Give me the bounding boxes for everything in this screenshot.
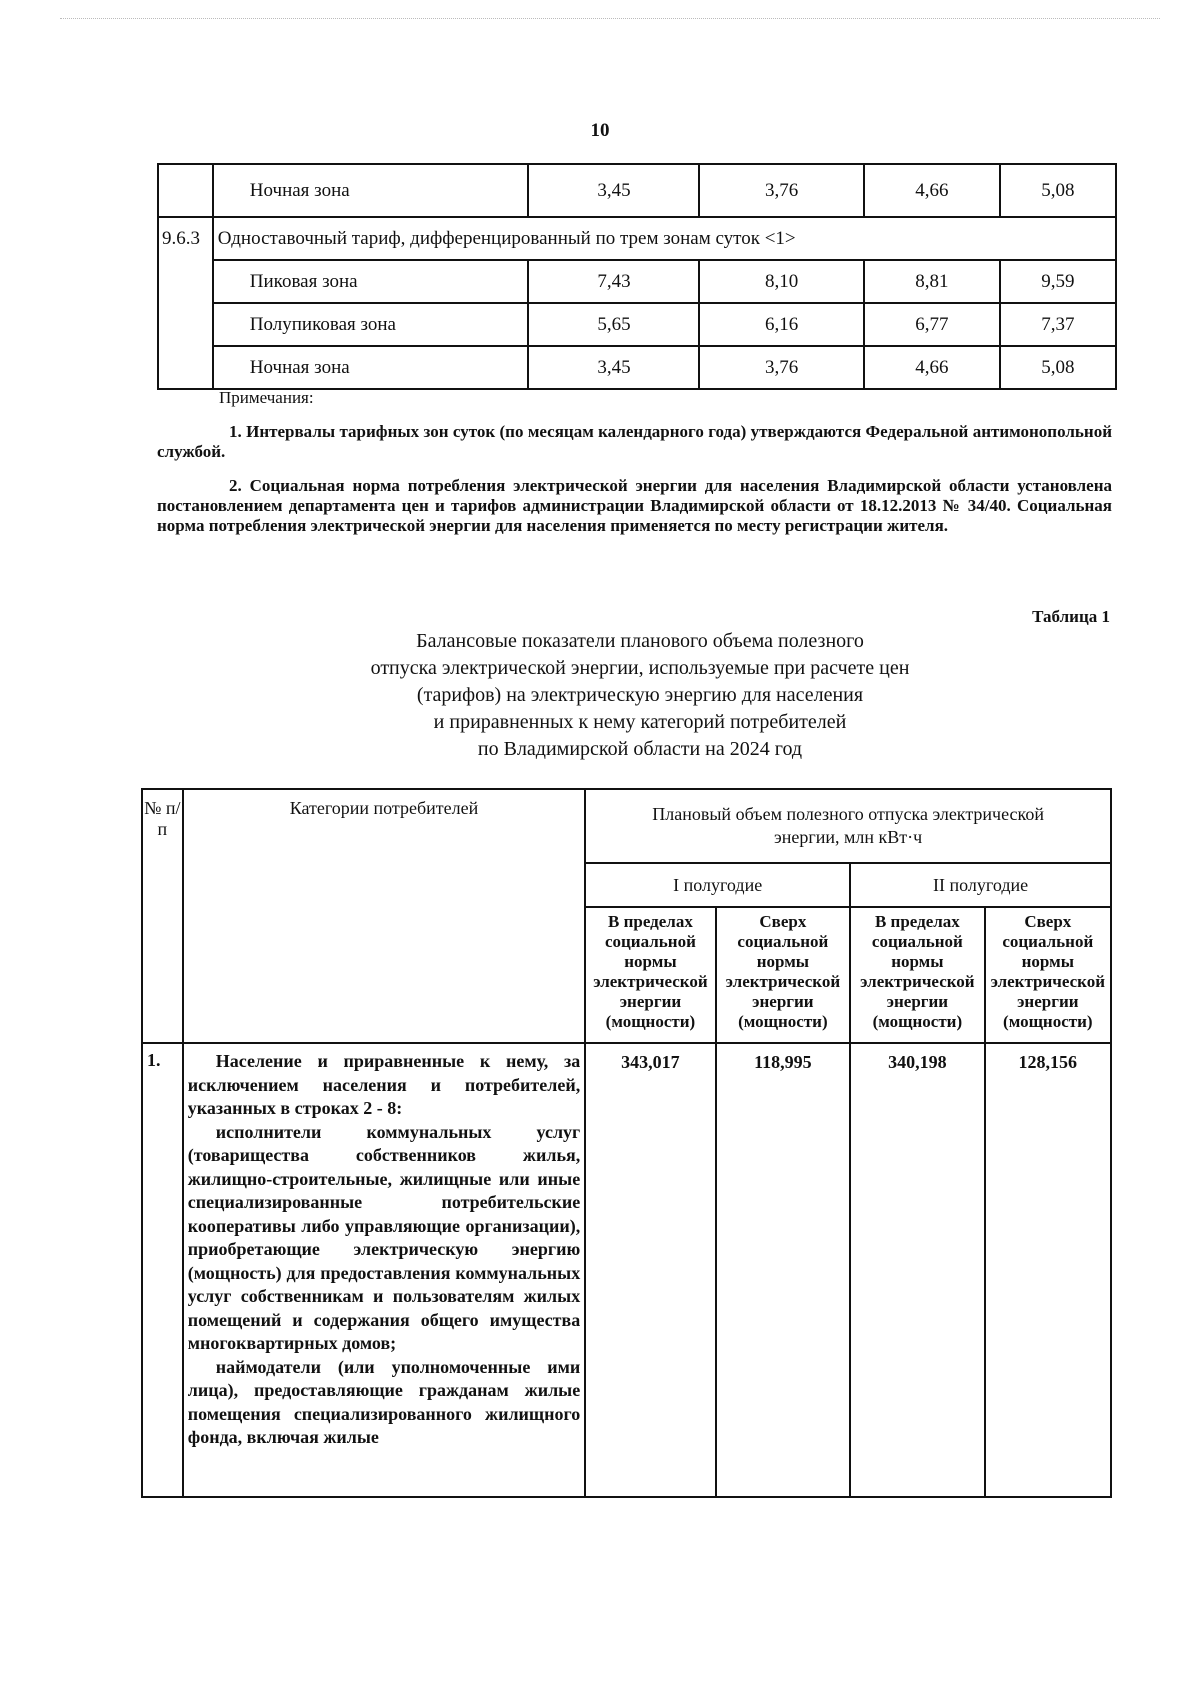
tariff-value: 6,16: [699, 303, 863, 346]
tariff-value: 7,43: [528, 260, 699, 303]
notes-block: [157, 388, 1112, 536]
tariff-value: 3,45: [528, 346, 699, 389]
page-number: 10: [590, 120, 610, 141]
title-line: (тарифов) на электрическую энергию для населения: [416, 684, 864, 706]
volume-value: 118,995: [716, 1043, 850, 1497]
title-line: по Владимирской области на 2024 год: [477, 738, 803, 760]
header-within-norm: В пределах социальной нормы электрической энергии (мощности): [850, 907, 984, 1043]
volume-value: 343,017: [585, 1043, 715, 1497]
header-within-norm: В пределах социальной нормы электрической энергии (мощности): [585, 907, 715, 1043]
tariff-value: 5,08: [1000, 164, 1116, 217]
row-code: 9.6.3: [158, 217, 213, 389]
tariff-value: 3,76: [699, 164, 863, 217]
header-row: [142, 789, 1111, 863]
table-row: [158, 260, 1116, 303]
header-half1: I полугодие: [585, 863, 850, 907]
table-row: [142, 1043, 1111, 1497]
table-row: [158, 303, 1116, 346]
zone-label: Полупиковая зона: [213, 303, 529, 346]
header-category: Категории потребителей: [183, 789, 585, 1043]
header-num: № п/п: [142, 789, 183, 1043]
category-text: [183, 1043, 585, 1497]
title-line: отпуска электрической энергии, используемые при расчете цен: [370, 657, 910, 679]
notes-heading: Примечания:: [219, 388, 314, 407]
tariff-value: 4,66: [864, 164, 1000, 217]
volume-value: 128,156: [985, 1043, 1111, 1497]
tariff-value: 4,66: [864, 346, 1000, 389]
table-row: [158, 346, 1116, 389]
header-above-norm: Сверх социальной нормы электрической энергии (мощности): [985, 907, 1111, 1043]
category-paragraph: Население и приравненные к нему, за исключением населения и потребителей, указанных в строках 2 - 8:: [187, 1051, 581, 1118]
tariff-table: [157, 163, 1117, 390]
tariff-value: 8,10: [699, 260, 863, 303]
table-caption: Таблица 1: [1032, 607, 1110, 626]
header-volume: Плановый объем полезного отпуска электрической энергии, млн кВт·ч: [585, 789, 1111, 863]
header-half2: II полугодие: [850, 863, 1111, 907]
note-item: 2. Социальная норма потребления электрической энергии для населения Владимирской области установлена постановлением департамента цен и тарифов администрации Владимирской области от 18.12.2013 № 34/40. Социальная норма потребления электрической энергии для населения применяется по месту регистрации жителя.: [157, 476, 1112, 535]
row-code: [158, 164, 213, 217]
title-line: Балансовые показатели планового объема полезного: [416, 630, 864, 652]
tariff-value: 9,59: [1000, 260, 1116, 303]
title-line: и приравненных к нему категорий потребителей: [433, 711, 847, 733]
tariff-value: 5,08: [1000, 346, 1116, 389]
tariff-value: 6,77: [864, 303, 1000, 346]
row-number: 1.: [142, 1043, 183, 1497]
tariff-value: 3,76: [699, 346, 863, 389]
balance-table: [141, 788, 1112, 1498]
section-label: Одноставочный тариф, дифференцированный по трем зонам суток <1>: [213, 217, 1116, 260]
category-paragraph: наймодатели (или уполномоченные ими лица), предоставляющие гражданам жилые помещения специализированного жилищного фонда, включая жилые: [187, 1356, 581, 1447]
header-above-norm: Сверх социальной нормы электрической энергии (мощности): [716, 907, 850, 1043]
zone-label: Ночная зона: [213, 346, 529, 389]
tariff-value: 5,65: [528, 303, 699, 346]
note-item: 1. Интервалы тарифных зон суток (по месяцам календарного года) утверждаются Федеральной антимонопольной службой.: [157, 422, 1112, 461]
zone-label: Пиковая зона: [213, 260, 529, 303]
tariff-value: 3,45: [528, 164, 699, 217]
zone-label: Ночная зона: [213, 164, 529, 217]
category-paragraph: исполнители коммунальных услуг (товарищества собственников жилья, жилищно-строительные, жилищные или иные специализированные потребительские кооперативы либо управляющие организации), приобретающие электрическую энергию (мощность) для предоставления коммунальных услуг собственникам и пользователям жилых помещений и содержания общего имущества многоквартирных домов;: [187, 1121, 581, 1353]
tariff-value: 8,81: [864, 260, 1000, 303]
table-row: [158, 164, 1116, 217]
scan-artifact-line: [60, 18, 1160, 20]
table-title: [290, 628, 990, 763]
tariff-value: 7,37: [1000, 303, 1116, 346]
volume-value: 340,198: [850, 1043, 984, 1497]
table-row: [158, 217, 1116, 260]
